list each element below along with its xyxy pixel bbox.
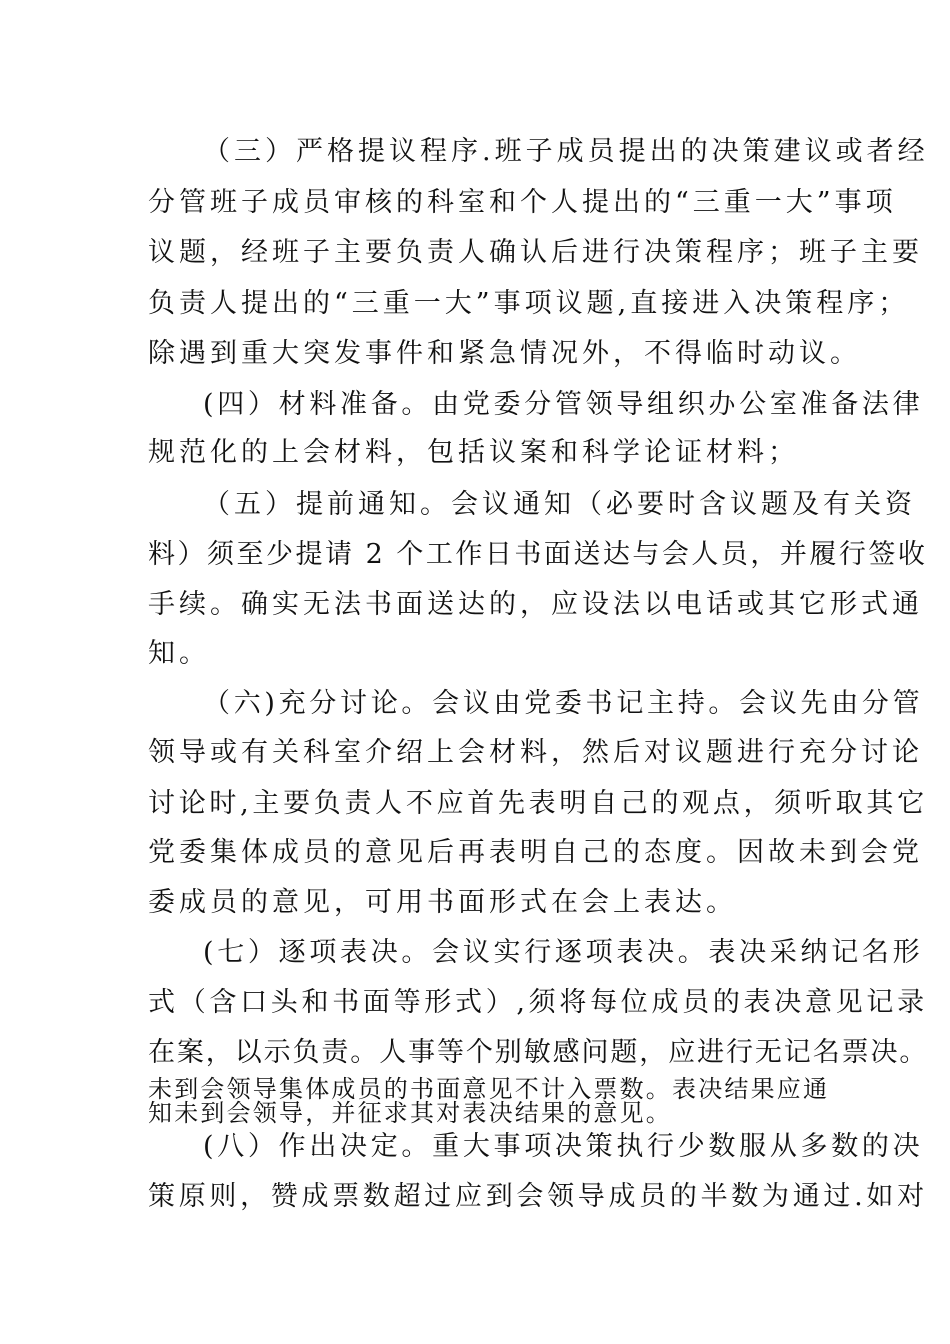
paragraph-5-line-4: 知。	[148, 638, 210, 669]
paragraph-3-line-5: 除遇到重大突发事件和紧急情况外，不得临时动议。	[148, 338, 861, 369]
paragraph-7-line-1: (七）逐项表决。会议实行逐项表决。表决采纳记名形	[203, 937, 924, 968]
paragraph-3-line-1: （三）严格提议程序.班子成员提出的决策建议或者经	[203, 136, 929, 167]
paragraph-8-line-2: 策原则，赞成票数超过应到会领导成员的半数为通过.如对	[148, 1181, 928, 1212]
paragraph-4-line-2: 规范化的上会材料，包括议案和科学论证材料；	[148, 437, 799, 468]
paragraph-5-line-1: （五）提前通知。会议通知（必要时含议题及有关资	[203, 489, 916, 520]
paragraph-6-line-2: 领导或有关科室介绍上会材料，然后对议题进行充分讨论	[148, 737, 923, 768]
paragraph-6-line-3: 讨论时,主要负责人不应首先表明自己的观点，须听取其它	[148, 788, 928, 819]
paragraph-5-line-2: 料）须至少提请 2 个工作日书面送达与会人员，并履行签收	[148, 539, 928, 570]
paragraph-7-line-2: 式（含口头和书面等形式）,须将每位成员的表决意见记录	[148, 987, 928, 1018]
paragraph-7-line-5: 知未到会领导，并征求其对表决结果的意见。	[148, 1099, 672, 1127]
paragraph-6-line-1: （六)充分讨论。会议由党委书记主持。会议先由分管	[203, 688, 924, 719]
paragraph-3-line-4: 负责人提出的“三重一大”事项议题,直接进入决策程序；	[148, 288, 910, 319]
paragraph-3-line-2: 分管班子成员审核的科室和个人提出的“三重一大”事项	[148, 187, 897, 218]
paragraph-8-line-1: (八）作出决定。重大事项决策执行少数服从多数的决	[203, 1131, 924, 1162]
paragraph-3-line-3: 议题，经班子主要负责人确认后进行决策程序；班子主要	[148, 237, 923, 268]
paragraph-6-line-4: 党委集体成员的意见后再表明自己的态度。因故未到会党	[148, 837, 923, 868]
paragraph-5-line-3: 手续。确实无法书面送达的，应设法以电话或其它形式通	[148, 589, 923, 620]
paragraph-7-line-4: 未到会领导集体成员的书面意见不计入票数。表决结果应通	[148, 1075, 830, 1103]
paragraph-7-line-3: 在案，以示负责。人事等个别敏感问题，应进行无记名票决。	[148, 1037, 929, 1068]
paragraph-6-line-5: 委成员的意见，可用书面形式在会上表达。	[148, 887, 737, 918]
paragraph-4-line-1: (四）材料准备。由党委分管领导组织办公室准备法律	[203, 389, 924, 420]
